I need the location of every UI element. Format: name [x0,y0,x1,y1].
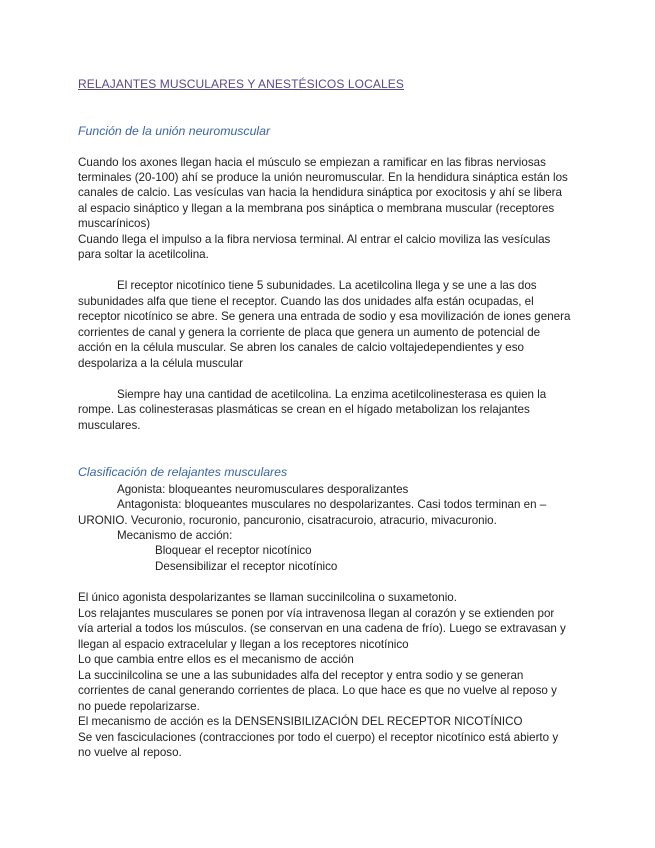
text-line: Lo que cambia entre ellos es el mecanismo de acción [78,653,354,666]
section-heading-neuromuscular-junction: Función de la unión neuromuscular [78,124,271,138]
text-line: El receptor nicotínico tiene 5 subunidades. La acetilcolina llega y se une a las dos [117,279,537,292]
text-line: Siempre hay una cantidad de acetilcolina. La enzima acetilcolinesterasa es quien la [117,388,547,401]
list-item: Agonista: bloqueantes neuromusculares desporalizantes [117,483,409,496]
text-line: El mecanismo de acción es la DENSENSIBILIZACIÓN DEL RECEPTOR NICOTÍNICO [78,715,523,728]
text-line: Cuando llega el impulso a la fibra nerviosa terminal. Al entrar el calcio moviliza las vesículas [78,233,551,246]
text-line: El único agonista despolarizantes se llaman succinilcolina o suxametonio. [78,591,457,604]
section-heading-classification: Clasificación de relajantes musculares [78,465,288,479]
text-line: vía arterial a todos los músculos. (se conservan en una cadena de frío). Luego se extravasan y [78,622,566,635]
text-line: receptor nicotínico se abre. Se genera una entrada de sodio y esa movilización de iones genera [78,310,571,323]
text-line: no vuelve al reposo. [78,746,182,759]
list-item: Antagonista: bloqueantes musculares no despolarizantes. Casi todos terminan en – [117,498,547,511]
text-line: terminales (20-100) ahí se produce la unión neuromuscular. En la hendidura sináptica están los [78,171,568,184]
text-line: musculares. [78,419,141,432]
list-item: URONIO. Vecuronio, rocuronio, pancuronio, cisatracuroio, atracurio, mivacuronio. [78,514,497,527]
text-line: al espacio sináptico y llegan a la membrana pos sináptica o membrana muscular (receptores [78,202,555,215]
text-line: no puede repolarizarse. [78,700,200,713]
text-line: Se ven fasciculaciones (contracciones por todo el cuerpo) el receptor nicotínico está abierto y [78,731,559,744]
text-line: rompe. Las colinesterasas plasmáticas se crean en el hígado metabolizan los relajantes [78,403,530,416]
list-item: Bloquear el receptor nicotínico [155,544,312,557]
text-line: acción en la célula muscular. Se abren los canales de calcio voltajedependientes y eso [78,341,524,354]
list-item: Desensibilizar el receptor nicotínico [155,560,338,573]
text-line: Cuando los axones llegan hacia el músculo se empiezan a ramificar en las fibras nerviosas [78,156,546,169]
text-line: corrientes de canal generando corrientes de placa. Lo que hace es que no vuelve al reposo y [78,684,557,697]
text-line: despolariza a la célula muscular [78,357,243,370]
text-line: llegan al espacio extracelular y llegan a los receptores nicotínico [78,638,409,651]
text-line: canales de calcio. Las vesículas van hacia la hendidura sináptica por exocitosis y ahí se libera [78,186,562,199]
text-line: Los relajantes musculares se ponen por vía intravenosa llegan al corazón y se extienden por [78,607,555,620]
text-line: para soltar la acetilcolina. [78,248,209,261]
text-line: muscarínicos) [78,217,151,230]
document-title: RELAJANTES MUSCULARES Y ANESTÉSICOS LOCALES [78,77,404,91]
text-line: subunidades alfa que tiene el receptor. Cuando las dos unidades alfa están ocupadas, el [78,295,534,308]
list-item: Mecanismo de acción: [117,529,233,542]
text-line: corrientes de canal y genera la corriente de placa que genera un aumento de potencial de [78,326,541,339]
text-line: La succinilcolina se une a las subunidades alfa del receptor y entra sodio y se generan [78,669,524,682]
